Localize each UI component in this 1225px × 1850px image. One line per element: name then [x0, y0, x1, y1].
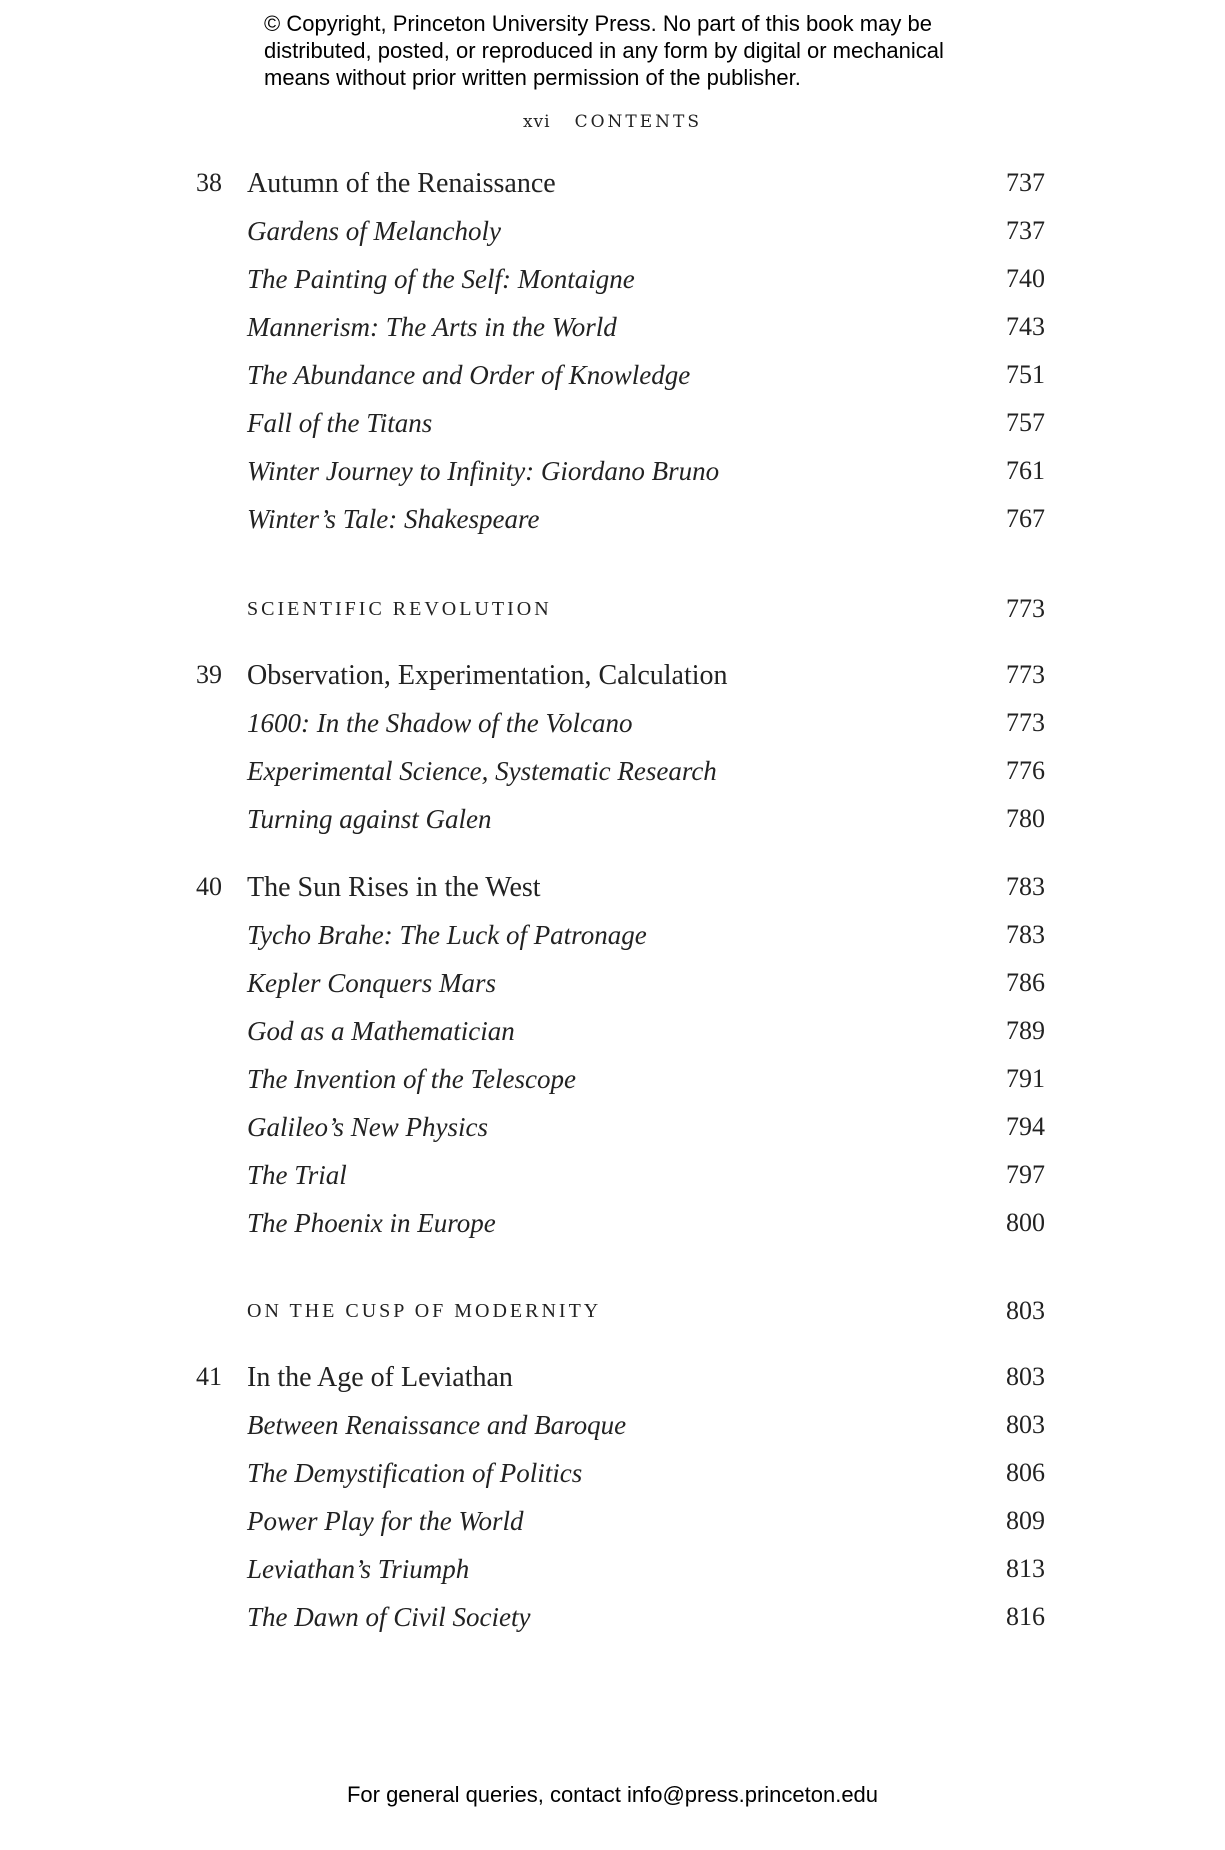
section-title: The Demystification of Politics: [247, 1458, 583, 1488]
toc-section-row[interactable]: [0, 708, 1225, 752]
toc-section-row[interactable]: [0, 504, 1225, 548]
toc-section-row[interactable]: [0, 360, 1225, 404]
toc-chapter-row[interactable]: [0, 168, 1225, 212]
page-number: 786: [1006, 968, 1045, 997]
section-title: Winter’s Tale: Shakespeare: [247, 504, 540, 534]
running-head-title: CONTENTS: [574, 112, 703, 132]
toc-section-row[interactable]: [0, 216, 1225, 260]
page-number: 803: [1006, 1410, 1045, 1439]
chapter-title: The Sun Rises in the West: [247, 872, 541, 903]
section-title: Winter Journey to Infinity: Giordano Bruno: [247, 456, 720, 486]
page-number: 803: [1006, 1362, 1045, 1391]
page-number: 740: [1006, 264, 1045, 293]
copyright-line: © Copyright, Princeton University Press. No part of this book may be: [264, 11, 932, 36]
section-title: The Painting of the Self: Montaigne: [247, 264, 635, 294]
chapter-number: 41: [196, 1362, 222, 1391]
page-number: 797: [1006, 1160, 1045, 1189]
page-number: 776: [1006, 756, 1045, 785]
section-title: Gardens of Melancholy: [247, 216, 501, 246]
toc-section-row[interactable]: [0, 456, 1225, 500]
toc-section-row[interactable]: [0, 1554, 1225, 1598]
toc-chapter-row[interactable]: [0, 660, 1225, 704]
chapter-title: Autumn of the Renaissance: [247, 168, 556, 199]
page-number: 806: [1006, 1458, 1045, 1487]
page-folio: xvi: [522, 112, 551, 132]
section-title: Turning against Galen: [247, 804, 492, 834]
toc-section-row[interactable]: [0, 1410, 1225, 1454]
section-title: Mannerism: The Arts in the World: [247, 312, 617, 342]
section-title: 1600: In the Shadow of the Volcano: [247, 708, 633, 738]
page-number: 789: [1006, 1016, 1045, 1045]
page-number: 783: [1006, 920, 1045, 949]
footer-contact: For general queries, contact info@press.princeton.edu: [346, 1782, 879, 1807]
section-title: Galileo’s New Physics: [247, 1112, 488, 1142]
chapter-title: Observation, Experimentation, Calculation: [247, 660, 728, 691]
section-title: Kepler Conquers Mars: [247, 968, 496, 998]
toc-section-row[interactable]: [0, 968, 1225, 1012]
toc-section-row[interactable]: [0, 920, 1225, 964]
toc-chapter-row[interactable]: [0, 872, 1225, 916]
page-number: 809: [1006, 1506, 1045, 1535]
copyright-notice: [264, 10, 1024, 91]
running-head: [0, 112, 1225, 132]
section-title: Tycho Brahe: The Luck of Patronage: [247, 920, 647, 950]
toc-section-row[interactable]: [0, 756, 1225, 800]
section-title: The Abundance and Order of Knowledge: [247, 360, 691, 390]
page-number: 780: [1006, 804, 1045, 833]
toc-section-row[interactable]: [0, 1208, 1225, 1252]
toc-part-row[interactable]: [0, 594, 1225, 638]
copyright-line: means without prior written permission of the publisher.: [264, 65, 801, 90]
section-title: Leviathan’s Triumph: [247, 1554, 470, 1584]
section-title: The Invention of the Telescope: [247, 1064, 576, 1094]
copyright-line: distributed, posted, or reproduced in any form by digital or mechanical: [264, 38, 944, 63]
page-number: 794: [1006, 1112, 1045, 1141]
section-title: God as a Mathematician: [247, 1016, 515, 1046]
page-number: 773: [1006, 660, 1045, 689]
toc-section-row[interactable]: [0, 1506, 1225, 1550]
toc-section-row[interactable]: [0, 408, 1225, 452]
toc-section-row[interactable]: [0, 1064, 1225, 1108]
toc-section-row[interactable]: [0, 1602, 1225, 1646]
toc-section-row[interactable]: [0, 1016, 1225, 1060]
page-number: 767: [1006, 504, 1045, 533]
page-number: 800: [1006, 1208, 1045, 1237]
page-number: 816: [1006, 1602, 1045, 1631]
page-number: 791: [1006, 1064, 1045, 1093]
part-title: SCIENTIFIC REVOLUTION: [247, 598, 552, 620]
chapter-number: 38: [196, 168, 222, 197]
toc-part-row[interactable]: [0, 1296, 1225, 1340]
page-number: 803: [1006, 1296, 1045, 1325]
section-title: The Trial: [247, 1160, 347, 1190]
section-title: The Dawn of Civil Society: [247, 1602, 531, 1632]
toc-chapter-row[interactable]: [0, 1362, 1225, 1406]
toc-section-row[interactable]: [0, 312, 1225, 356]
page-number: 783: [1006, 872, 1045, 901]
page-number: 737: [1006, 216, 1045, 245]
section-title: Experimental Science, Systematic Research: [247, 756, 717, 786]
toc-section-row[interactable]: [0, 804, 1225, 848]
page-number: 737: [1006, 168, 1045, 197]
toc-section-row[interactable]: [0, 1458, 1225, 1502]
section-title: Fall of the Titans: [247, 408, 433, 438]
toc-section-row[interactable]: [0, 1112, 1225, 1156]
toc-section-row[interactable]: [0, 1160, 1225, 1204]
page-number: 773: [1006, 708, 1045, 737]
page-number: 751: [1006, 360, 1045, 389]
section-title: Power Play for the World: [247, 1506, 524, 1536]
chapter-number: 40: [196, 872, 222, 901]
page-number: 743: [1006, 312, 1045, 341]
chapter-title: In the Age of Leviathan: [247, 1362, 513, 1393]
section-title: The Phoenix in Europe: [247, 1208, 496, 1238]
page-number: 761: [1006, 456, 1045, 485]
chapter-number: 39: [196, 660, 222, 689]
page-number: 757: [1006, 408, 1045, 437]
page-number: 813: [1006, 1554, 1045, 1583]
part-title: ON THE CUSP OF MODERNITY: [247, 1300, 602, 1322]
toc-section-row[interactable]: [0, 264, 1225, 308]
page-number: 773: [1006, 594, 1045, 623]
section-title: Between Renaissance and Baroque: [247, 1410, 627, 1440]
